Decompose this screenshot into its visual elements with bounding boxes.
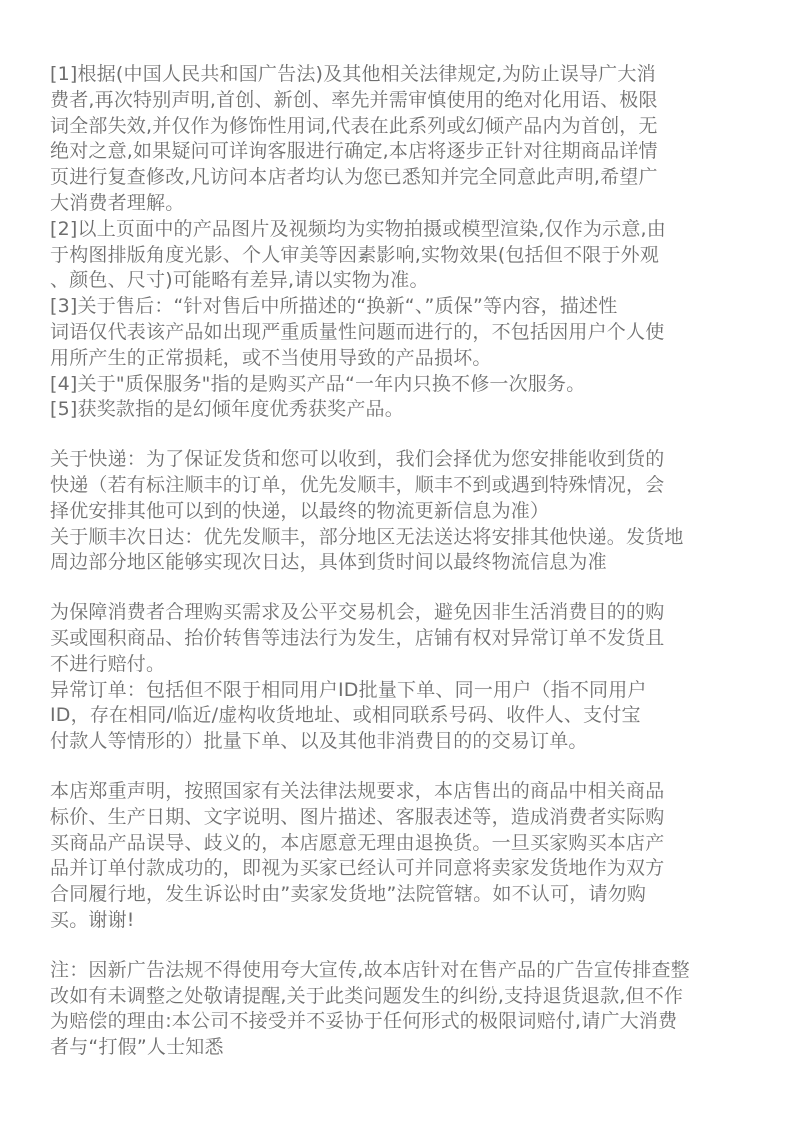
text-line: 买。谢谢!	[50, 908, 135, 931]
text-line: [3]关于售后：“针对售后中所描述的“换新“、”质保”等内容，描述性	[50, 295, 618, 318]
text-line: 本店郑重声明，按照国家有关法律法规要求，本店售出的商品中相关商品	[50, 779, 665, 802]
text-line: [5]获奖款指的是幻倾年度优秀获奖产品。	[50, 398, 404, 421]
text-line: ID，存在相同/临近/虚构收货地址、或相同联系号码、收件人、支付宝	[50, 704, 641, 727]
statement-section	[50, 779, 750, 934]
text-line: 者与“打假”人士知悉	[50, 1036, 224, 1059]
text-line: 品并订单付款成功的，即视为买家已经认可并同意将卖家发货地作为双方	[50, 857, 665, 880]
text-line: 合同履行地，发生诉讼时由”卖家发货地”法院管辖。如不认可，请勿购	[50, 883, 647, 906]
text-line: 关于顺丰次日达：优先发顺丰，部分地区无法送达将安排其他快递。发货地	[50, 525, 684, 548]
text-line: 付款人等情形的）批量下单、以及其他非消费目的的交易订单。	[50, 730, 588, 753]
text-line: [4]关于"质保服务"指的是购买产品“一年内只换不修一次服务。	[50, 372, 586, 395]
text-line: 异常订单：包括但不限于相同用户ID批量下单、同一用户（指不同用户	[50, 678, 647, 701]
text-line: 词语仅代表该产品如出现严重质量性问题而进行的，不包括因用户个人使	[50, 320, 665, 343]
text-line: 页进行复查修改,凡访问本店者均认为您已悉知并完全同意此声明,希望广	[50, 166, 658, 189]
text-line: 为赔偿的理由:本公司不接受并不妥协于任何形式的极限词赔付,请广大消费	[50, 1010, 678, 1033]
orders-section	[50, 600, 750, 755]
text-line: 周边部分地区能够实现次日达，具体到货时间以最终物流信息为准	[50, 551, 607, 574]
shipping-section	[50, 447, 750, 576]
text-line: 、颜色、尺寸)可能略有差异,请以实物为准。	[50, 269, 429, 292]
text-line: 用所产生的正常损耗，或不当使用导致的产品损坏。	[50, 346, 492, 369]
text-line: 注：因新广告法规不得使用夸大宣传,故本店针对在售产品的广告宣传排查整	[50, 958, 690, 981]
text-line: 改如有未调整之处敬请提醒,关于此类问题发生的纠纷,支持退货退款,但不作	[50, 984, 684, 1007]
text-line: 标价、生产日期、文字说明、图片描述、客服表述等，造成消费者实际购	[50, 805, 665, 828]
disclaimer-section	[50, 62, 750, 423]
text-line: 不进行赔付。	[50, 652, 166, 675]
text-line: 绝对之意,如果疑问可详询客服进行确定,本店将逐步正针对往期商品详情	[50, 140, 658, 163]
text-line: [1]根据(中国人民共和国广告法)及其他相关法律规定,为防止误导广大消	[50, 63, 656, 85]
text-line: [2]以上页面中的产品图片及视频均为实物拍摄或模型渲染,仅作为示意,由	[50, 217, 666, 240]
text-line: 费者,再次特别声明,首创、新创、率先并需审慎使用的绝对化用语、极限	[50, 88, 658, 111]
note-section	[50, 958, 750, 1061]
text-line: 买或囤积商品、抬价转售等违法行为发生，店铺有权对异常订单不发货且	[50, 626, 665, 649]
text-line: 为保障消费者合理购买需求及公平交易机会，避免因非生活消费目的的购	[50, 601, 665, 624]
notice-page	[50, 62, 750, 1085]
text-line: 买商品产品误导、歧义的，本店愿意无理由退换货。一旦买家购买本店产	[50, 831, 665, 854]
text-line: 快递（若有标注顺丰的订单，优先发顺丰，顺丰不到或遇到特殊情况，会	[50, 473, 665, 496]
text-line: 于构图排版角度光影、个人审美等因素影响,实物效果(包括但不限于外观	[50, 243, 660, 266]
text-line: 择优安排其他可以到的快递，以最终的物流更新信息为准）	[50, 499, 550, 522]
text-line: 词全部失效,并仅作为修饰性用词,代表在此系列或幻倾产品内为首创，无	[50, 114, 658, 137]
text-line: 关于快递：为了保证发货和您可以收到，我们会择优为您安排能收到货的	[50, 448, 665, 471]
text-line: 大消费者理解。	[50, 191, 185, 214]
